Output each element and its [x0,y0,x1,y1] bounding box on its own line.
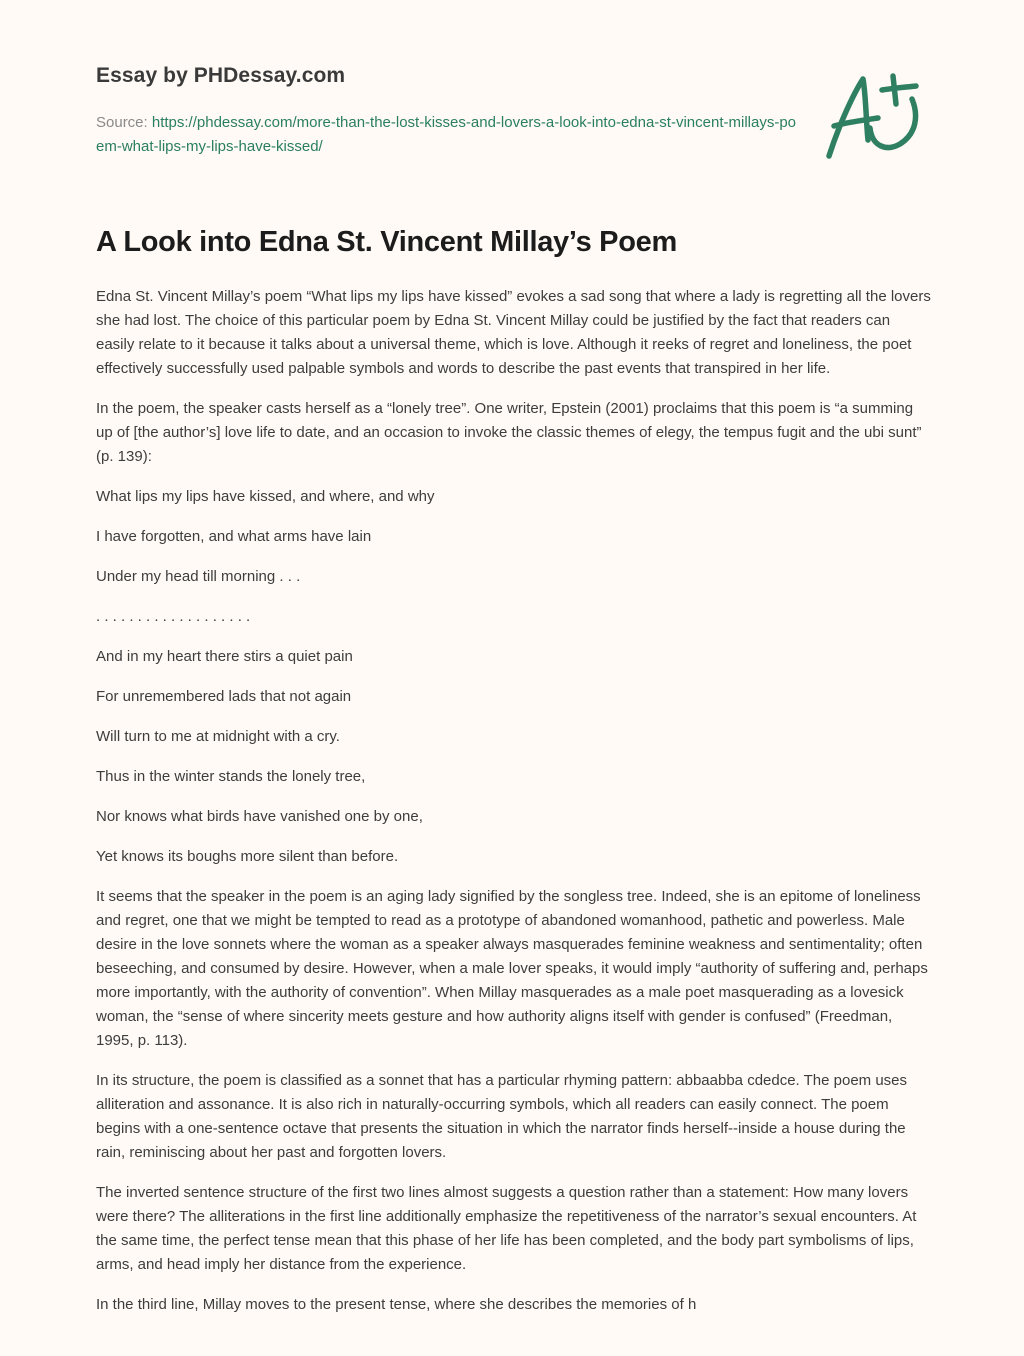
paragraph: In its structure, the poem is classified as a sonnet that has a particular rhyming pattern: abbaabba cdedce. The poem uses alliteration and assonance. It is also rich in naturally-occurring symbols, which all readers can easily connect. The poem begins with a one-sentence octave that presents the situation in which the narrator finds herself--inside a house during the rain, reminiscing about her past and forgotten lovers. [96,1072,908,1161]
paragraph-truncated: In the third line, Millay moves to the present tense, where she describes the memories of h [96,1296,697,1313]
site-brand: Essay by PHDessay.com [96,64,346,87]
poem-line: Nor knows what birds have vanished one by one, [96,808,423,825]
source-label: Source: [96,114,152,131]
article-body [96,285,932,1333]
source-link[interactable]: https://phdessay.com/more-than-the-lost-kisses-and-lovers-a-look-into-edna-st-vincent-millays-poem-what-lips-my-lips-have-kissed/ [96,114,797,155]
paragraph: It seems that the speaker in the poem is an aging lady signified by the songless tree. Indeed, she is an epitome of loneliness and regret, one that we might be tempted to read as a prototype of abandoned womanhood, pathetic and powerless. Male desire in the love sonnets where the woman as a speaker always masquerades feminine weakness and sentimentality; often beseeching, and consumed by desire. However, when a male lover speaks, it would imply “authority of suffering and, perhaps more importantly, with the authority of convention”. When Millay masquerades as a male poet masquerading as a lovesick woman, the “sense of where sincerity meets gesture and how authority aligns itself with gender is confused” (Freedman, 1995, p. 113). [96,888,928,1049]
poem-line: For unremembered lads that not again [96,688,352,705]
poem-line: What lips my lips have kissed, and where, and why [96,488,435,505]
source-line [96,111,796,159]
poem-line: I have forgotten, and what arms have lain [96,528,372,545]
poem-line: And in my heart there stirs a quiet pain [96,648,353,665]
paragraph: The inverted sentence structure of the first two lines almost suggests a question rather than a statement: How many lovers were there? The alliterations in the first line additionally emphasize the repetitiveness of the narrator’s sexual encounters. At the same time, the perfect tense mean that this phase of her life has been completed, and the body part symbolisms of lips, arms, and head imply her distance from the experience. [96,1184,917,1273]
poem-ellipsis-line: . . . . . . . . . . . . . . . . . . . [96,608,251,625]
article-title: A Look into Edna St. Vincent Millay’s Poem [96,226,677,258]
paragraph: Edna St. Vincent Millay’s poem “What lips my lips have kissed” evokes a sad song that where a lady is regretting all the lovers she had lost. The choice of this particular poem by Edna St. Vincent Millay could be justified by the fact that readers can easily relate to it because it talks about a universal theme, which is love. Although it reeks of regret and loneliness, the poet effectively successfully used palpable symbols and words to describe the past events that transpired in her life. [96,288,931,377]
poem-line: Thus in the winter stands the lonely tree, [96,768,366,785]
poem-line: Will turn to me at midnight with a cry. [96,728,340,745]
a-plus-grade-icon [820,66,930,166]
poem-line: Yet knows its boughs more silent than before. [96,848,399,865]
paragraph: In the poem, the speaker casts herself as a “lonely tree”. One writer, Epstein (2001) proclaims that this poem is “a summing up of [the author’s] love life to date, and an occasion to invoke the classic themes of elegy, the tempus fugit and the ubi sunt” (p. 139): [96,400,922,465]
poem-line: Under my head till morning . . . [96,568,301,585]
